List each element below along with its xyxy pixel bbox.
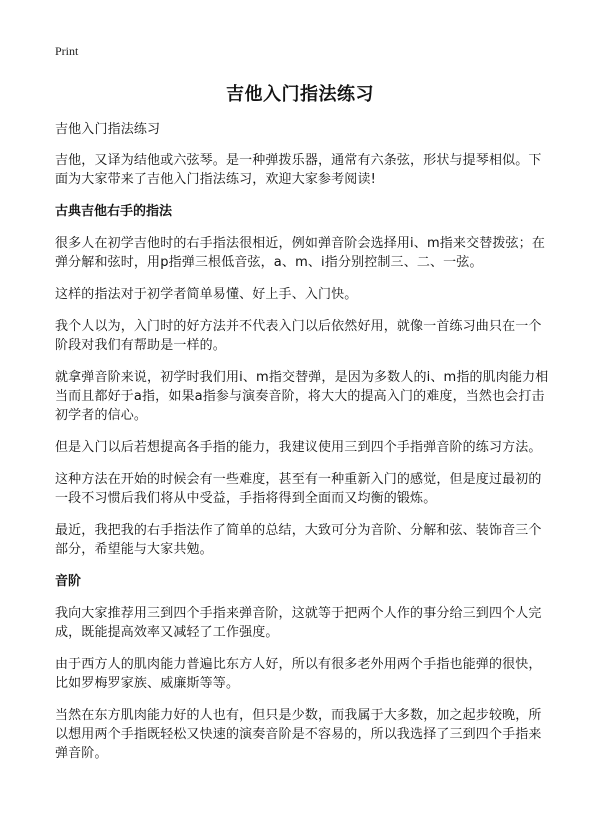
section-heading-right-hand: 古典吉他右手的指法 xyxy=(55,204,173,219)
paragraph: 但是入门以后若想提高各手指的能力，我建议使用三到四个手指弹音阶的练习方法。 xyxy=(55,440,542,455)
paragraph: 最近，我把我的右手指法作了简单的总结，大致可分为音阶、分解和弦、装饰音三个部分，希望能与大家共勉。 xyxy=(55,523,542,557)
paragraph: 由于西方人的肌肉能力普遍比东方人好，所以有很多老外用两个手指也能弹的很快，比如罗梅罗家族、威廉斯等等。 xyxy=(55,657,542,691)
article-body xyxy=(55,120,551,776)
paragraph: 我向大家推荐用三到四个手指来弹音阶，这就等于把两个人作的事分给三到四个人完成，既能提高效率又减轻了工作强度。 xyxy=(55,606,542,640)
paragraph: 这种方法在开始的时候会有一些难度，甚至有一种重新入门的感觉，但是度过最初的一段不习惯后我们将从中受益，手指将得到全面而又均衡的锻炼。 xyxy=(55,472,542,506)
page-title: 吉他入门指法练习 xyxy=(226,84,374,105)
article-subtitle: 吉他入门指法练习 xyxy=(55,122,161,137)
paragraph: 就拿弹音阶来说，初学时我们用i、m指交替弹，是因为多数人的i、m指的肌肉能力相当而且都好于a指，如果a指参与演奏音阶，将大大的提高入门的难度，当然也会打击初学者的信心。 xyxy=(55,370,549,423)
print-link[interactable]: Print xyxy=(55,44,79,58)
paragraph: 这样的指法对于初学者简单易懂、好上手、入门快。 xyxy=(55,287,358,302)
section-heading-scales: 音阶 xyxy=(55,574,82,589)
intro-paragraph: 吉他，又译为结他或六弦琴。是一种弹拨乐器，通常有六条弦，形状与提琴相似。下面为大家带来了吉他入门指法练习，欢迎大家参考阅读! xyxy=(55,153,542,187)
paragraph: 很多人在初学吉他时的右手指法很相近，例如弹音阶会选择用i、m指来交替拨弦；在弹分解和弦时，用p指弹三根低音弦，a、m、i指分别控制三、二、一弦。 xyxy=(55,236,545,270)
paragraph: 当然在东方肌肉能力好的人也有，但只是少数，而我属于大多数，加之起步较晚，所以想用两个手指既轻松又快速的演奏音阶是不容易的，所以我选择了三到四个手指来弹音阶。 xyxy=(55,708,542,761)
paragraph: 我个人以为，入门时的好方法并不代表入门以后依然好用，就像一首练习曲只在一个阶段对我们有帮助是一样的。 xyxy=(55,319,542,353)
